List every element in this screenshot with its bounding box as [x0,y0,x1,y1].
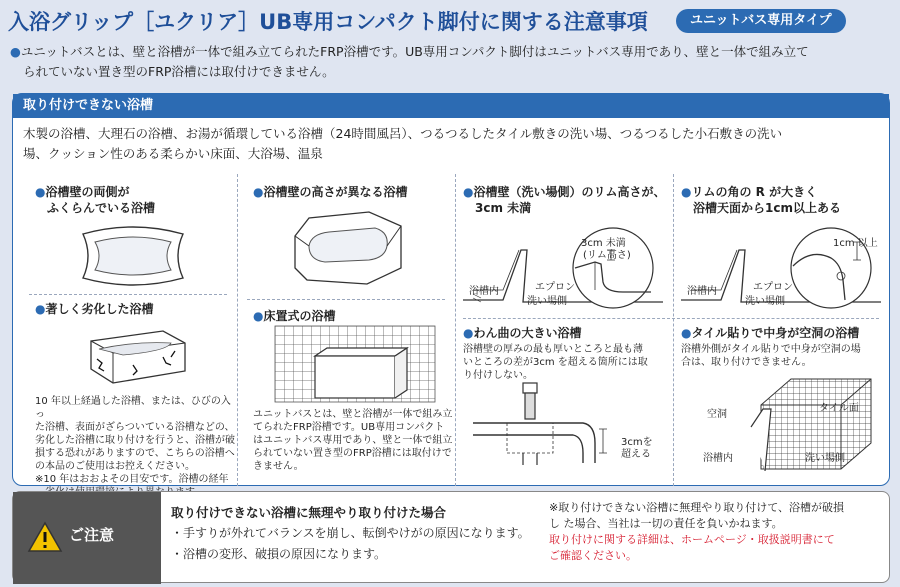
desc-line: 合は、取り付けできません。 [681,357,812,368]
cell-floor-type [253,308,453,472]
tiled-label-hollow: 空洞 [707,409,727,420]
desc-line: はユニットバス専用であり、壁と一体で組立 [253,435,453,446]
cell-height-diff [253,184,449,200]
side-note-red-line2: ご確認ください。 [549,549,637,562]
rim-radius-label-min: 1cm 以上 [833,238,878,249]
side-note-red-line1: 取り付けに関する詳細は、ホームページ・取扱説明書にて [549,533,835,546]
grid-divider [237,174,238,486]
tiled-label-tub: 浴槽内 [703,453,733,464]
caution-side-note [549,500,883,564]
desc-line: 損する恐れがありますので、こちらの浴槽へ [35,448,235,459]
cell-bulge-title-line1: 浴槽壁の両側が [45,185,130,199]
bullet: ● [463,326,474,340]
unsupported-tubs-section [12,93,890,486]
bullet: ● [681,326,692,340]
caution-heading: 取り付けできない浴槽に無理やり取り付けた場合 [171,505,447,520]
rim-height-label-apron: エプロン [535,282,575,293]
desc-line: 劣化した浴槽に取り付けを行うと、浴槽が破 [35,435,235,446]
caution-label: ご注意 [69,526,115,544]
desc-line: り付けしない。 [463,370,533,381]
curved-tub-illustration [463,383,613,479]
desc-line: 10 年以上経過した浴槽、または、ひびの入っ [35,396,231,420]
rim-height-label-tub: 浴槽内 [469,286,499,297]
caution-item-1: ・手すりが外れてバランスを崩し、転倒やけがの原因になります。 [171,526,530,540]
section-desc [13,118,889,164]
cell-deteriorated [35,301,235,485]
cell-bulge [35,184,231,216]
caution-body [171,502,543,565]
cell-curved [463,325,673,460]
caution-item-2: ・浴槽の変形、破損の原因になります。 [171,547,387,561]
bullet: ● [463,185,474,199]
cell-rim-height-title-line2: 3cm 未満 [475,201,532,215]
desc-line: た浴槽、表面がざらついている浴槽などの、 [35,422,235,433]
rim-radius-label-apron: エプロン [753,282,793,293]
intro-bullet: ● [10,44,21,59]
bullet: ● [253,309,264,323]
desc-line: てられたFRP浴槽です。UB専用コンパクト [253,422,445,433]
warning-icon [27,521,63,553]
grid-divider [29,294,227,295]
cell-deteriorated-desc [35,395,235,499]
freestanding-tub-illustration [275,326,435,402]
cell-deteriorated-title: 著しく劣化した浴槽 [45,302,154,316]
curved-label-line1: 3cmを [621,437,653,448]
rim-height-label-rim: (リム高さ) [583,250,631,261]
rim-radius-label-wash: 洗い場側 [745,296,785,307]
page-title: 入浴グリップ［ユクリア］UB専用コンパクト脚付に関する注意事項 [8,10,648,34]
tiled-label-wash: 洗い場側 [805,453,845,464]
bulge-tub-illustration [73,222,193,290]
desc-line: の本品のご使用はお控えください。 [35,461,195,472]
cell-rim-radius [681,184,887,314]
rim-radius-label-tub: 浴槽内 [687,286,717,297]
side-note-line1: ※取り付けできない浴槽に無理やり取り付けて、浴槽が破損 [549,501,844,514]
grid-divider [463,318,879,319]
desc-line: ユニットバスとは、壁と浴槽が一体で組み立 [253,409,453,420]
section-heading: 取り付けできない浴槽 [13,94,889,118]
desc-line: いところの差が3cm を超える箇所には取 [463,357,648,368]
cell-floor-type-title: 床置式の浴槽 [263,309,336,323]
rim-height-label-max: 3cm 未満 [581,238,626,249]
note-line: ※10 年はおおよその目安です。浴槽の経年 [35,474,229,485]
section-desc-line1: 木製の浴槽、大理石の浴槽、お湯が循環している浴槽（24時間風呂）、つるつるしたタイル敷きの洗い場、つるつるした小石敷きの洗い [23,126,783,141]
cell-tiled-hollow-desc [681,343,887,369]
intro-line1: ユニットバスとは、壁と浴槽が一体で組み立てられたFRP浴槽です。UB専用コンパクト脚付はユニットバス専用であり、壁と一体で組み立て [20,44,809,59]
intro-text [10,42,894,82]
grid-divider [673,174,674,486]
cell-floor-type-desc [253,408,453,473]
grid-divider [455,174,456,486]
intro-line2: られていない置き型のFRP浴槽には取付けできません。 [23,64,335,79]
cracked-tub-illustration [83,321,193,391]
cell-rim-radius-title-line1: リムの角の R が大きく [691,185,818,199]
cell-rim-height [463,184,673,314]
rim-height-label-wash: 洗い場側 [527,296,567,307]
desc-line: 浴槽壁の厚みの最も厚いところと最も薄 [463,344,643,355]
cell-tiled-hollow [681,325,887,464]
desc-line: きません。 [253,461,304,472]
curved-label-line2: 超える [621,449,651,460]
bullet: ● [681,185,692,199]
caution-panel [12,491,890,583]
tiled-label-tile: タイル面 [819,403,859,414]
bullet: ● [35,185,46,199]
caution-badge [13,492,161,584]
desc-line: られていない置き型のFRP浴槽には取付けで [253,448,452,459]
cell-curved-desc [463,343,673,382]
grid-divider [247,299,445,300]
cell-height-diff-title: 浴槽壁の高さが異なる浴槽 [263,185,408,199]
section-desc-line2: 場、クッション性のある柔らかい床面、大浴場、温泉 [23,146,323,161]
bullet: ● [253,185,264,199]
cell-rim-radius-title-line2: 浴槽天面から1cm以上ある [693,201,841,215]
uneven-tub-illustration [289,206,409,290]
cell-rim-height-title-line1: 浴槽壁（洗い場側）のリム高さが、 [473,185,666,199]
bullet: ● [35,302,46,316]
desc-line: 浴槽外側がタイル貼りで中身が空洞の場 [681,344,861,355]
side-note-line2: し た場合、当社は一切の責任を負いかねます。 [549,517,783,530]
type-badge: ユニットバス専用タイプ [676,9,846,33]
cell-curved-title: わん曲の大きい浴槽 [473,326,582,340]
cell-tiled-hollow-title: タイル貼りで中身が空洞の浴槽 [691,326,860,340]
cell-bulge-title-line2: ふくらんでいる浴槽 [47,201,156,215]
